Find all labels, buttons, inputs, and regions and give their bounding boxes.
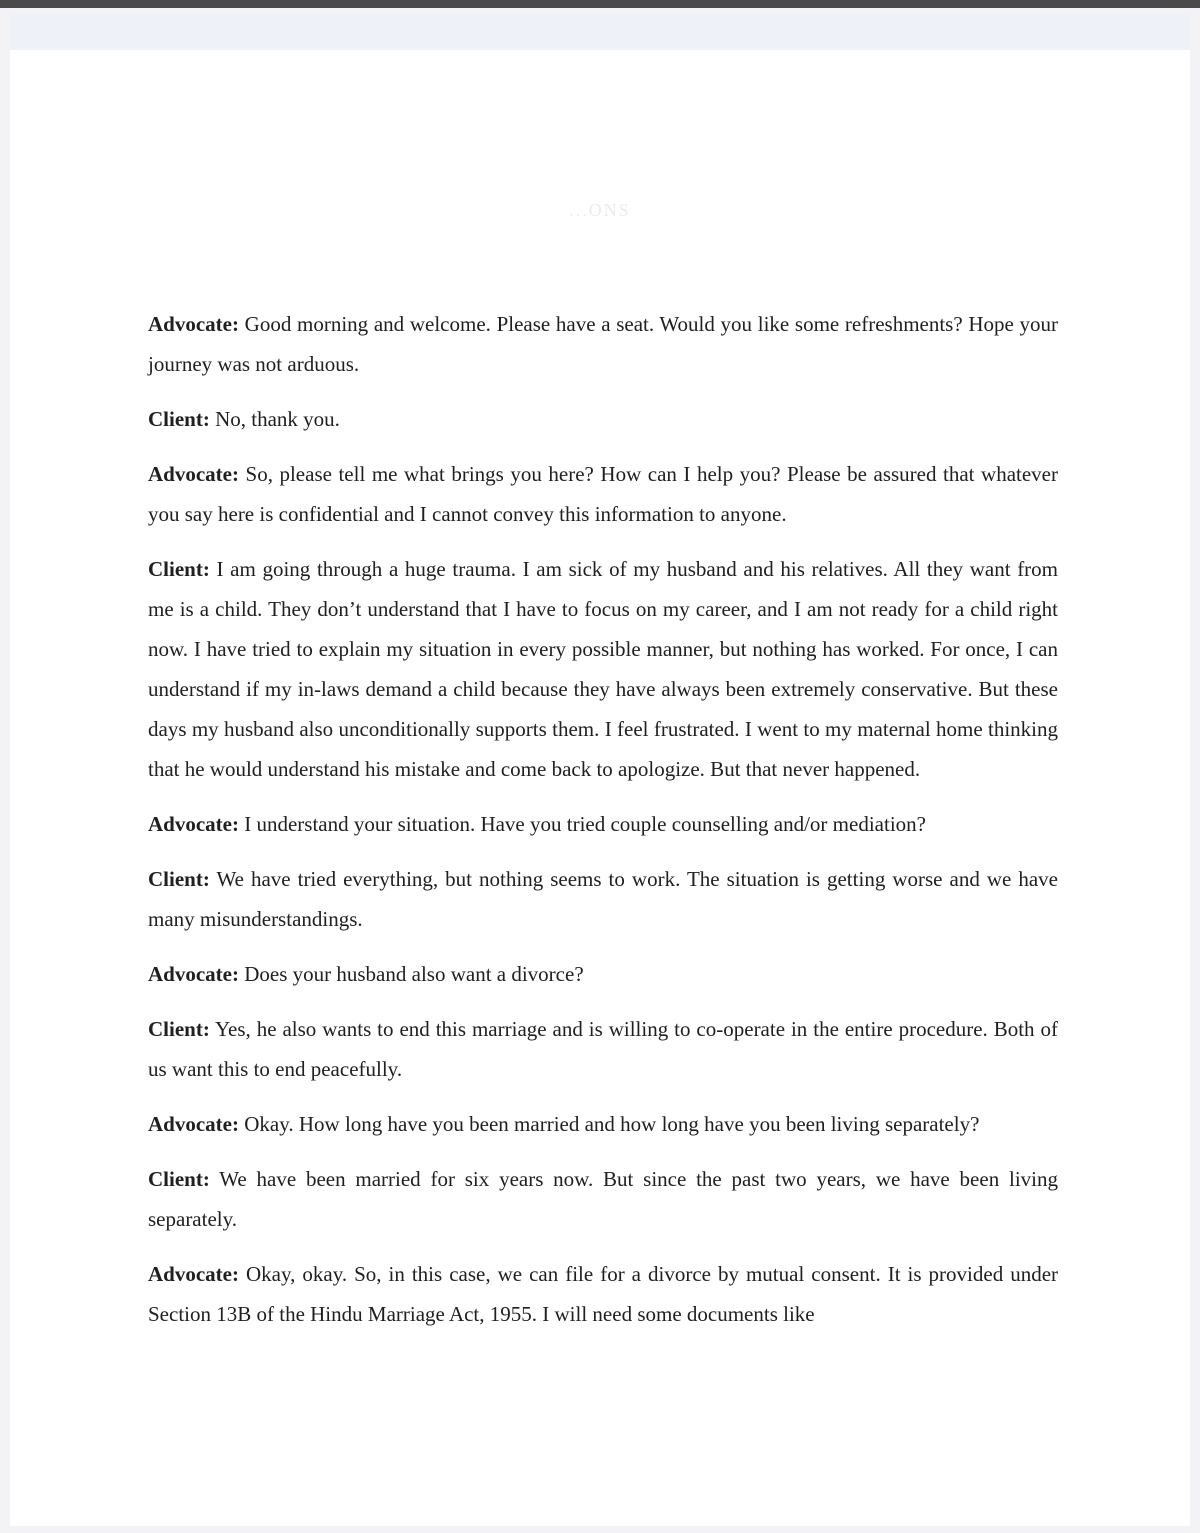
dialogue-paragraph — [148, 1159, 1058, 1239]
dialogue-paragraph — [148, 804, 1058, 844]
dialogue-paragraph — [148, 304, 1058, 384]
dialogue-text: Good morning and welcome. Please have a seat. Would you like some refreshments? Hope your journey was not arduous. — [148, 312, 1059, 376]
dialogue-paragraph — [148, 399, 1058, 439]
dialogue-text: So, please tell me what brings you here? How can I help you? Please be assured that whatever you say here is confidential and I cannot convey this information to anyone. — [148, 462, 1058, 526]
dialogue-paragraph — [148, 549, 1058, 789]
speaker-label: Advocate: — [148, 962, 239, 986]
dialogue-paragraph — [148, 1009, 1058, 1089]
dialogue-paragraph — [148, 1104, 1058, 1144]
viewer-toolbar-strip — [10, 14, 1190, 50]
speaker-label: Client: — [148, 407, 210, 431]
dialogue-text: We have tried everything, but nothing seems to work. The situation is getting worse and we have many misunderstandings. — [148, 867, 1058, 931]
speaker-label: Advocate: — [148, 462, 239, 486]
dialogue-paragraph — [148, 954, 1058, 994]
dialogue-text: I understand your situation. Have you tried couple counselling and/or mediation? — [244, 812, 926, 836]
dialogue-body — [148, 304, 1058, 1349]
speaker-label: Advocate: — [148, 1262, 239, 1286]
speaker-label: Client: — [148, 1167, 210, 1191]
speaker-label: Advocate: — [148, 312, 239, 336]
faded-page-heading: ...ONS — [569, 200, 631, 220]
window-top-bar — [0, 0, 1200, 8]
speaker-label: Advocate: — [148, 1112, 239, 1136]
dialogue-text: Yes, he also wants to end this marriage and is willing to co-operate in the entire procedure. Both of us want this to end peacefully. — [148, 1017, 1058, 1081]
dialogue-text: Does your husband also want a divorce? — [244, 962, 584, 986]
speaker-label: Advocate: — [148, 812, 239, 836]
speaker-label: Client: — [148, 557, 210, 581]
dialogue-paragraph — [148, 454, 1058, 534]
dialogue-paragraph — [148, 1254, 1058, 1334]
document-page — [10, 50, 1190, 1526]
dialogue-text: Okay. How long have you been married and how long have you been living separately? — [244, 1112, 980, 1136]
speaker-label: Client: — [148, 1017, 210, 1041]
speaker-label: Client: — [148, 867, 210, 891]
dialogue-text: We have been married for six years now. But since the past two years, we have been living separately. — [148, 1167, 1058, 1231]
dialogue-text: No, thank you. — [215, 407, 340, 431]
dialogue-paragraph — [148, 859, 1058, 939]
dialogue-text: Okay, okay. So, in this case, we can file for a divorce by mutual consent. It is provided under Section 13B of the Hindu Marriage Act, 1955. I will need some documents like — [148, 1262, 1059, 1326]
dialogue-text: I am going through a huge trauma. I am sick of my husband and his relatives. All they want from me is a child. They don’t understand that I have to focus on my career, and I am not ready for a child right now. I have tried to explain my situation in every possible manner, but nothing has worked. For once, I can understand if my in-laws demand a child because they have always been extremely conservative. But these days my husband also unconditionally supports them. I feel frustrated. I went to my maternal home thinking that he would understand his mistake and come back to apologize. But that never happened. — [148, 557, 1059, 781]
